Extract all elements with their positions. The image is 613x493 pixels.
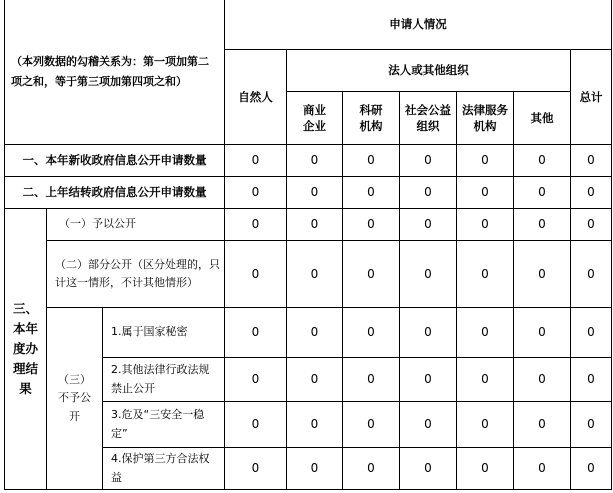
cell-value: 0 xyxy=(225,145,287,177)
cell-value: 0 xyxy=(457,177,514,209)
cell-value: 0 xyxy=(571,358,612,402)
sub-header-research: 科研机构 xyxy=(343,92,400,145)
cell-value: 0 xyxy=(287,145,343,177)
cell-value: 0 xyxy=(514,241,571,308)
cell-value: 0 xyxy=(225,448,287,490)
cell-value: 0 xyxy=(287,308,343,358)
row-label: 2.其他法律行政法规禁止公开 xyxy=(103,358,225,402)
table-row xyxy=(5,177,612,209)
cell-value: 0 xyxy=(343,448,400,490)
cell-value: 0 xyxy=(400,241,457,308)
cell-value: 0 xyxy=(457,358,514,402)
applicant-status-header: 申请人情况 xyxy=(225,0,612,50)
cell-value: 0 xyxy=(400,358,457,402)
row-label: 4.保护第三方合法权益 xyxy=(103,448,225,490)
cell-value: 0 xyxy=(343,308,400,358)
cell-value: 0 xyxy=(287,402,343,448)
sub-header-public-welfare: 社会公益组织 xyxy=(400,92,457,145)
cell-value: 0 xyxy=(571,145,612,177)
cell-value: 0 xyxy=(287,209,343,241)
cell-value: 0 xyxy=(343,209,400,241)
cell-value: 0 xyxy=(343,402,400,448)
cell-value: 0 xyxy=(457,402,514,448)
cell-value: 0 xyxy=(225,402,287,448)
cell-value: 0 xyxy=(457,241,514,308)
cell-value: 0 xyxy=(225,308,287,358)
cell-value: 0 xyxy=(400,177,457,209)
cell-value: 0 xyxy=(514,402,571,448)
natural-person-header: 自然人 xyxy=(225,50,287,145)
sub-header-legal-service: 法律服务机构 xyxy=(457,92,514,145)
sub-header-business: 商业企业 xyxy=(287,92,343,145)
cell-value: 0 xyxy=(457,145,514,177)
cell-value: 0 xyxy=(400,145,457,177)
cell-value: 0 xyxy=(514,177,571,209)
relation-note: （本列数据的勾稽关系为：第一项加第二项之和，等于第三项加第四项之和） xyxy=(5,0,225,145)
cell-value: 0 xyxy=(225,209,287,241)
cell-value: 0 xyxy=(343,177,400,209)
row-label: （二）部分公开（区分处理的，只计这一情形，不计其他情形） xyxy=(47,241,225,308)
cell-value: 0 xyxy=(287,448,343,490)
row-label: （一）予以公开 xyxy=(47,209,225,241)
table-row xyxy=(5,145,612,177)
cell-value: 0 xyxy=(457,448,514,490)
cell-value: 0 xyxy=(514,448,571,490)
withheld-group-label: （三）不予公开 xyxy=(47,308,103,490)
cell-value: 0 xyxy=(400,209,457,241)
row-label: 3.危及“三安全一稳定” xyxy=(103,402,225,448)
cell-value: 0 xyxy=(343,145,400,177)
table-row xyxy=(5,209,612,241)
report-table xyxy=(4,0,612,490)
legal-group-header: 法人或其他组织 xyxy=(287,50,571,92)
cell-value: 0 xyxy=(571,241,612,308)
cell-value: 0 xyxy=(343,241,400,308)
row-label: 二、上年结转政府信息公开申请数量 xyxy=(5,177,225,209)
sub-header-other: 其他 xyxy=(514,92,571,145)
cell-value: 0 xyxy=(514,145,571,177)
cell-value: 0 xyxy=(287,358,343,402)
cell-value: 0 xyxy=(225,177,287,209)
cell-value: 0 xyxy=(225,358,287,402)
cell-value: 0 xyxy=(571,177,612,209)
cell-value: 0 xyxy=(400,402,457,448)
cell-value: 0 xyxy=(400,448,457,490)
cell-value: 0 xyxy=(571,402,612,448)
cell-value: 0 xyxy=(457,209,514,241)
cell-value: 0 xyxy=(571,448,612,490)
cell-value: 0 xyxy=(571,308,612,358)
cell-value: 0 xyxy=(343,358,400,402)
row-label: 1.属于国家秘密 xyxy=(103,308,225,358)
table-row xyxy=(5,308,612,358)
cell-value: 0 xyxy=(457,308,514,358)
cell-value: 0 xyxy=(287,177,343,209)
table-row xyxy=(5,241,612,308)
cell-value: 0 xyxy=(225,241,287,308)
cell-value: 0 xyxy=(514,209,571,241)
cell-value: 0 xyxy=(400,308,457,358)
cell-value: 0 xyxy=(287,241,343,308)
cell-value: 0 xyxy=(514,358,571,402)
cell-value: 0 xyxy=(571,209,612,241)
total-header: 总计 xyxy=(571,50,612,145)
row-label: 一、本年新收政府信息公开申请数量 xyxy=(5,145,225,177)
section-3-label: 三、本年度办理结果 xyxy=(5,209,47,490)
cell-value: 0 xyxy=(514,308,571,358)
